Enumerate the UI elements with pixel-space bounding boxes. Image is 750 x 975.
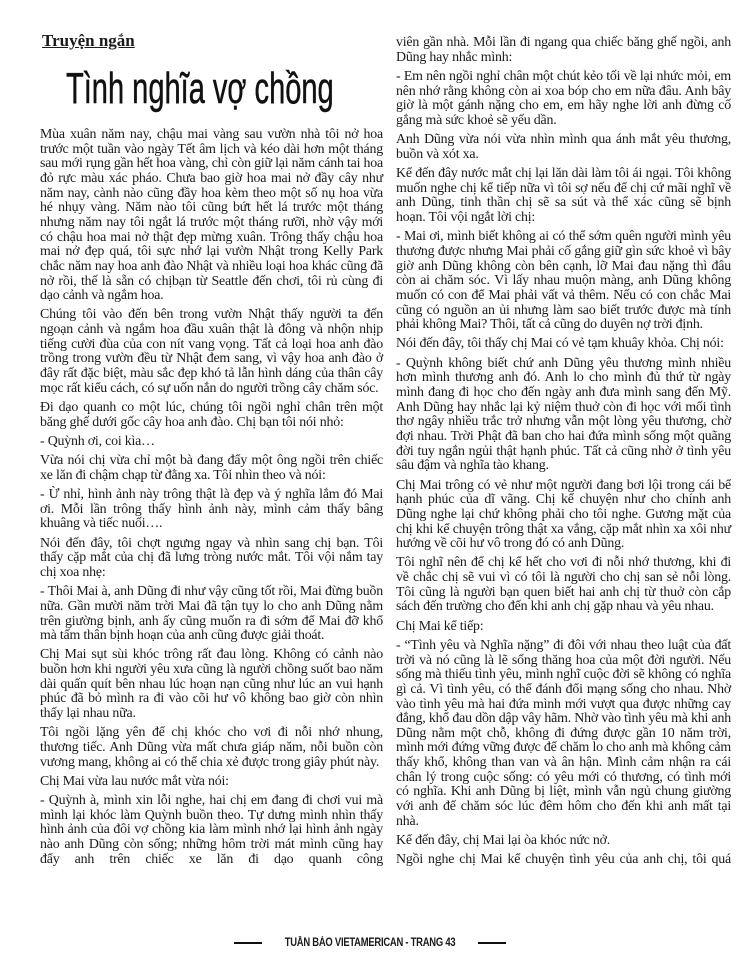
section-label: Truyện ngắn bbox=[42, 31, 135, 50]
article-title bbox=[66, 64, 386, 114]
footer-rule-left bbox=[234, 942, 262, 944]
paragraph: - “Tình yêu và Nghĩa nặng” đi đôi với nhau theo luật của đất trời và nó cũng là lẽ sống thăng hoa của một đời người. Nếu sống mà thiếu tình yêu, mình nghĩ cuộc đời sẽ không có nghĩa gì cả. Vì tình yêu, có thể đánh đổi mạng sống cho nhau. Nhờ vào tình yêu mà hai đứa mình mới vượt qua được những cay đắng, khổ đau dồn dập vây hãm. Nhờ vào tình yêu mà khi anh Dũng nằm một chỗ, không đi đứng được gần 10 năm trời, mình mới đứng vững được để chăm lo cho anh mà không cảm thấy khổ, không than van và ân hận. Mình cảm nhận ra cái chân lý trong cuộc sống: có yêu mới có thương, có tình mới có nghĩa. Khi anh Dũng bị liệt, mình vẫn ngủ chung giường với anh để chăm sóc lúc đêm hôm cho đến khi anh mất tại nhà. bbox=[396, 637, 731, 829]
paragraph: Chúng tôi vào đến bên trong vườn Nhật thấy người ta đến ngoạn cảnh và ngắm hoa đầu xuân thật là đông và nhộn nhịp tiếng cười đùa của con nít vang vọng. Tất cả loại hoa anh đào trồng trong vườn đều từ Nhật đem sang, vì vậy hoa anh đào ở đây rất đặc biệt, màu sắc đẹp khó tả lẫn hình dáng của thân cây mọc rất kiểu cách, có sự uốn nắn do người trồng cây chăm sóc. bbox=[40, 307, 383, 396]
paragraph: Chị Mai vừa lau nước mắt vừa nói: bbox=[40, 773, 229, 789]
paragraph: Mùa xuân năm nay, chậu mai vàng sau vườn nhà tôi nở hoa trước một tuần vào ngày Tết âm lịch và kéo dài hơn một tháng sau mới rụng gần hết hoa vàng, chỉ còn giữ lại năm cánh tai hoa đỏ rực màu xác pháo. Chưa bao giờ hoa mai nở đầy cây như năm nay, cành nào cũng đầy hoa kèm theo một số nụ hoa vừa hé nhụy vàng. Năm nào tôi cũng bứt hết lá trước một tháng nhưng năm nay tôi ngắt lá trước một tháng rưỡi, nhờ vậy mới có chậu hoa mai nở thật đẹp mừng xuân. Trông thấy chậu hoa mai nở đẹp quá, tôi sực nhớ lại vườn Nhật trong Kelly Park chắc năm nay hoa anh đào Nhật và nhiều loại hoa khác cũng đã nở rồi, thế là sẵn có chịbạn từ Seattle đến chơi, tôi rủ cùng đi dạo cảnh và ngắm hoa. bbox=[40, 127, 383, 304]
left-column bbox=[40, 128, 383, 872]
paragraph: - Mai ơi, mình biết không ai có thể sớm quên người mình yêu thương được nhưng Mai phải cố gắng giữ gìn sức khoẻ vì bây giờ anh Dũng không còn bên cạnh, lỡ Mai đau nặng thì đâu còn ai chăm sóc. Vì lấy nhau muộn màng, anh Dũng không muốn có con để Mai phải vất vả thêm. Nếu có con chắc Mai cũng có nguồn an ủi nhưng làm sao biết trước được mà tính phải không Mai? Thôi, tất cả cũng do duyên nợ trời định. bbox=[396, 229, 731, 333]
paragraph: Kể đến đây, chị Mai lại òa khóc nức nở. bbox=[396, 833, 611, 848]
paragraph: - Ừ nhỉ, hình ảnh này trông thật là đẹp và ý nghĩa lắm đó Mai ơi. Mỗi lần trông thấy hình ảnh này, mình cảm thấy bâng khuâng và tiếc nuối…. bbox=[40, 487, 383, 532]
paragraph: viên gần nhà. Mỗi lần đi ngang qua chiếc băng ghế ngồi, anh Dũng hay nhắc mình: bbox=[396, 35, 731, 65]
page-footer bbox=[0, 929, 740, 975]
paragraph: - Quỳnh à, mình xin lỗi nghe, hai chị em đang đi chơi vui mà mình lại khóc làm Quỳnh buồn theo. Tự dưng mình nhìn thấy hình ảnh của đôi vợ chồng kia làm mình nhớ lại hình ảnh ngày nào anh Dũng còn sống; những hôm trời mát mình cũng hay đẩy anh trên chiếc xe lăn đi dạo quanh công bbox=[40, 793, 383, 867]
paragraph: - Thôi Mai à, anh Dũng đi như vậy cũng tốt rồi, Mai đừng buồn nữa. Gần mười năm trời Mai đã tận tụy lo cho anh Dũng nằm trên giường bịnh, anh ấy cũng muốn ra đi sớm để Mai đỡ khổ mà tấm thân bịnh hoạn của anh cũng được giải thoát. bbox=[40, 584, 383, 644]
paragraph: Kể đến đây nước mắt chị lại lăn dài làm tôi ái ngại. Tôi không muốn nghe chị kể tiếp nữa vì tôi sợ nếu để chị cứ mãi nghĩ về anh Dũng, tinh thần chị sẽ sa sút và thể xác cũng sẽ bịnh hoạn. Tôi vội ngắt lời chị: bbox=[396, 166, 731, 225]
paragraph: Anh Dũng vừa nói vừa nhìn mình qua ánh mắt yêu thương, buồn và xót xa. bbox=[396, 132, 731, 162]
paragraph: Tôi ngồi lặng yên để chị khóc cho vơi đi nỗi nhớ nhung, thương tiếc. Anh Dũng vừa mất chưa giáp năm, nỗi buồn còn vương mang, không ai có thể chia xẻ được trong giây phút này. bbox=[40, 725, 383, 770]
right-column bbox=[396, 36, 731, 873]
footer-text: TUẦN BÁO VIETAMERICAN - TRANG 43 bbox=[284, 937, 456, 949]
paragraph: Chị Mai trông có vẻ như một người đang bơi lội trong cái bể hạnh phúc của dĩ vãng. Chị kể chuyện như cho chính anh Dũng nghe lại chứ không phải cho tôi nghe. Gương mặt của chị khi kể chuyện trông thật xa vắng, cặp mắt nhìn xa xôi như hướng về cõi hư vô trong đó có anh Dũng. bbox=[396, 477, 731, 552]
paragraph: Tôi nghĩ nên để chị kể hết cho vơi đi nỗi nhớ thương, khi đi về chắc chị sẽ vui vì có tôi là người cho chị san sẻ nỗi lòng. Tôi cũng là người bạn quen biết hai anh chị từ thuở còn cắp sách đến trường cho đến khi anh chị gặp nhau và yêu nhau. bbox=[396, 555, 731, 615]
paragraph: Chị Mai sụt sùi khóc trông rất đau lòng. Không có cảnh nào buồn hơn khi người yêu xưa cũng là người chồng suốt bao năm dài quấn quít bên nhau lúc hoạn nạn cũng như lúc an vui hạnh phúc đã bỏ mình ra đi vào cõi hư vô không bao giờ còn nhìn thấy lại nhau nữa. bbox=[40, 647, 383, 722]
paragraph: Nói đến đây, tôi thấy chị Mai có vẻ tạm khuây khỏa. Chị nói: bbox=[396, 336, 724, 352]
paragraph: Vừa nói chị vừa chỉ một bà đang đẩy một ông ngồi trên chiếc xe lăn đi chậm chạp từ đằng xa. Tôi nhìn theo và nói: bbox=[40, 453, 383, 483]
paragraph: - Quỳnh không biết chứ anh Dũng yêu thương mình nhiều hơn mình thương anh đó. Anh lo cho mình đủ thứ từ ngày mình đang đi học cho đến ngày anh đưa mình sang đến Mỹ. Anh Dũng hay nhắc lại kỷ niệm thuở còn đi học với mối tình thơ ngây nhiều trắc trở nhưng vẫn một lòng yêu thương, chờ đợi nhau. Trời Phật đã ban cho hai đứa mình sống một quãng đời tuy ngắn ngủi thật hạnh phúc. Tất cả cũng nhờ ở tình yêu sâu đậm và nghĩa tào khang. bbox=[396, 355, 731, 474]
paragraph: - Em nên ngồi nghỉ chân một chút kẻo tối về lại nhức mỏi, em nên nhớ rằng không còn ai xoa bóp cho em nữa đâu. Anh bây giờ là một gánh nặng cho em, em hãy nghe lời anh đừng cố gắng mà sức khoẻ sẽ yếu dần. bbox=[396, 68, 731, 128]
article-title-text: Tình nghĩa vợ chồng bbox=[66, 64, 334, 113]
paragraph: - Quỳnh ơi, coi kìa… bbox=[40, 433, 155, 449]
footer-rule-right bbox=[478, 942, 506, 944]
paragraph: Ngồi nghe chị Mai kể chuyện tình yêu của anh chị, tôi quá bbox=[396, 852, 731, 868]
paragraph: Chị Mai kể tiếp: bbox=[396, 618, 484, 634]
paragraph: Nói đến đây, tôi chợt ngưng ngay và nhìn sang chị bạn. Tôi thấy cặp mắt của chị đã lưng tròng nước mắt. Tôi vội nắm tay chị xoa nhẹ: bbox=[40, 535, 383, 580]
paragraph: Đi dạo quanh co một lúc, chúng tôi ngồi nghỉ chân trên một băng ghế dưới gốc cây hoa anh đào. Chị bạn tôi nói nhỏ: bbox=[40, 400, 383, 430]
